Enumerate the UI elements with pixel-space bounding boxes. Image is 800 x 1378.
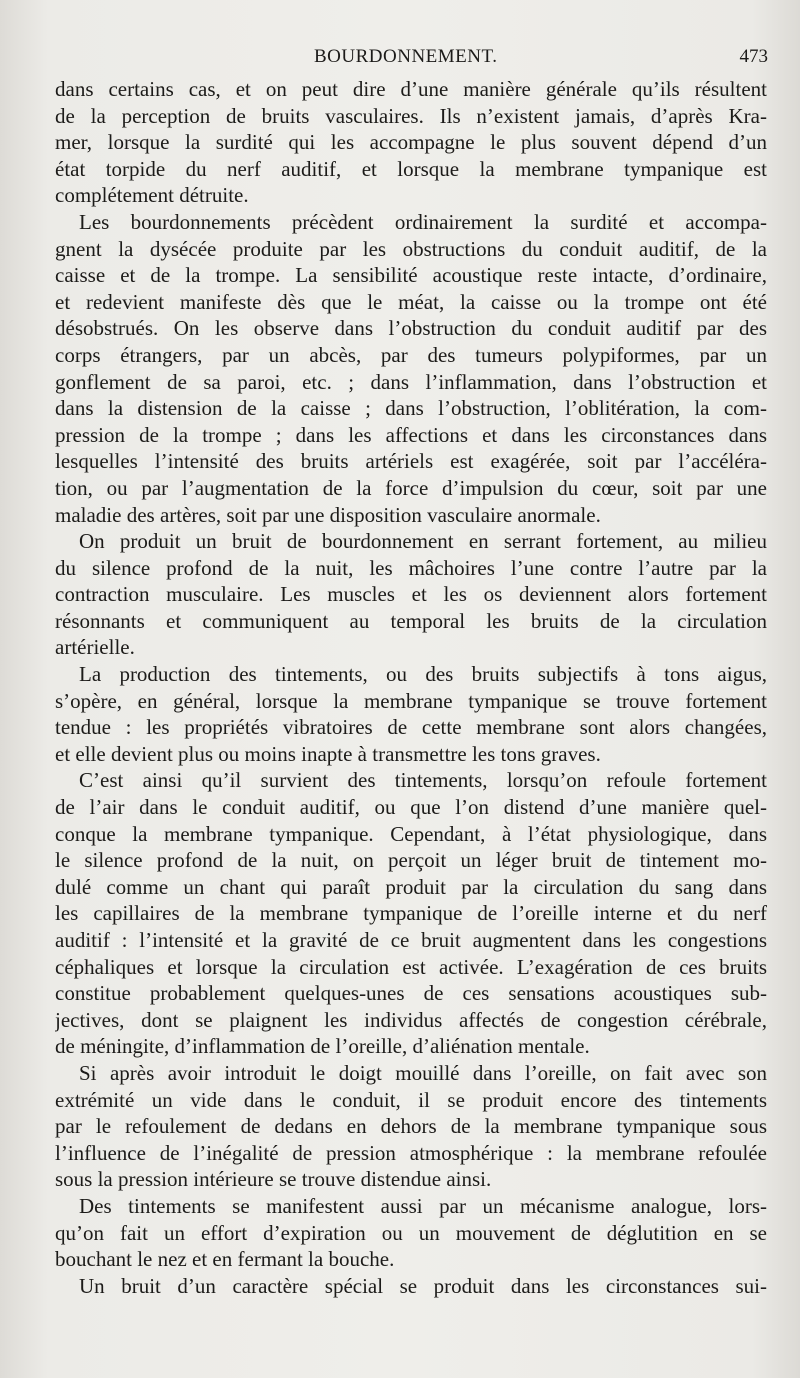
text-line: dans la distension de la caisse ; dans l’obstruction, l’oblitération, la com-	[55, 396, 767, 421]
text-line: de la perception de bruits vasculaires. Ils n’existent jamais, d’après Kra-	[55, 103, 767, 128]
text-line: de l’air dans le conduit auditif, ou que l’on distend d’une manière quel-	[55, 795, 767, 820]
text-line: l’influence de l’inégalité de pression atmosphérique : la membrane refoulée	[55, 1140, 767, 1165]
text-line: On produit un bruit de bourdonnement en serrant fortement, au milieu	[79, 529, 767, 554]
text-line: mer, lorsque la surdité qui les accompagne le plus souvent dépend d’un	[55, 130, 767, 155]
text-line: La production des tintements, ou des bruits subjectifs à tons aigus,	[79, 662, 767, 687]
running-head-title: BOURDONNEMENT.	[314, 46, 498, 67]
text-line: s’opère, en général, lorsque la membrane tympanique se trouve fortement	[55, 688, 767, 713]
text-line: conque la membrane tympanique. Cependant, à l’état physiologique, dans	[55, 821, 767, 846]
text-line: constitue probablement quelques-unes de ces sensations acoustiques sub-	[55, 981, 767, 1006]
text-line: de méningite, d’inflammation de l’oreille, d’aliénation mentale.	[55, 1034, 590, 1059]
text-line: Des tintements se manifestent aussi par un mécanisme analogue, lors-	[79, 1193, 767, 1218]
text-line: pression de la trompe ; dans les affections et dans les circonstances dans	[55, 422, 767, 447]
text-line: Les bourdonnements précèdent ordinairement la surdité et accompa-	[79, 209, 767, 234]
text-line: tion, ou par l’augmentation de la force d’impulsion du cœur, soit par une	[55, 475, 767, 500]
text-line: qu’on fait un effort d’expiration ou un mouvement de déglutition en se	[55, 1220, 767, 1245]
text-line: et elle devient plus ou moins inapte à transmettre les tons graves.	[55, 741, 601, 766]
text-line: lesquelles l’intensité des bruits artériels est exagérée, soit par l’accéléra-	[55, 449, 767, 474]
text-line: bouchant le nez et en fermant la bouche.	[55, 1247, 395, 1272]
text-line: tendue : les propriétés vibratoires de cette membrane sont alors changées,	[55, 715, 767, 740]
text-line: auditif : l’intensité et la gravité de ce bruit augmentent dans les congestions	[55, 928, 767, 952]
text-line: les capillaires de la membrane tympanique de l’oreille interne et du nerf	[55, 901, 767, 926]
running-head	[0, 44, 800, 74]
text-line: état torpide du nerf auditif, et lorsque la membrane tympanique est	[55, 156, 767, 181]
text-line: gonflement de sa paroi, etc. ; dans l’inflammation, dans l’obstruction et	[55, 369, 767, 394]
body-text	[55, 76, 767, 1299]
text-line: désobstrués. On les observe dans l’obstruction du conduit auditif par des	[55, 316, 767, 341]
text-line: dans certains cas, et on peut dire d’une manière générale qu’ils résultent	[55, 77, 767, 101]
text-line: caisse et de la trompe. La sensibilité acoustique reste intacte, d’ordinaire,	[55, 263, 767, 288]
text-line: Un bruit d’un caractère spécial se produit dans les circonstances sui-	[79, 1273, 767, 1298]
text-line: maladie des artères, soit par une disposition vasculaire anormale.	[55, 502, 601, 527]
text-line: complétement détruite.	[55, 183, 249, 208]
page-number: 473	[739, 46, 768, 67]
text-line: dulé comme un chant qui paraît produit par la circulation du sang dans	[55, 874, 767, 899]
text-line: corps étrangers, par un abcès, par des tumeurs polypiformes, par un	[55, 342, 767, 367]
text-line: par le refoulement de dedans en dehors de la membrane tympanique sous	[55, 1114, 767, 1139]
text-line: C’est ainsi qu’il survient des tintements, lorsqu’on refoule fortement	[79, 768, 767, 793]
text-line: artérielle.	[55, 635, 135, 660]
text-line: Si après avoir introduit le doigt mouillé dans l’oreille, on fait avec son	[79, 1060, 767, 1085]
text-line: extrémité un vide dans le conduit, il se produit encore des tintements	[55, 1087, 767, 1112]
text-line: du silence profond de la nuit, les mâchoires l’une contre l’autre par la	[55, 555, 767, 580]
text-line: gnent la dysécée produite par les obstructions du conduit auditif, de la	[55, 236, 767, 261]
text-line: sous la pression intérieure se trouve distendue ainsi.	[55, 1167, 492, 1192]
text-line: et redevient manifeste dès que le méat, la caisse ou la trompe ont été	[55, 289, 767, 314]
text-line: céphaliques et lorsque la circulation est activée. L’exagération de ces bruits	[55, 954, 767, 979]
text-line: contraction musculaire. Les muscles et les os deviennent alors fortement	[55, 582, 767, 607]
text-line: résonnants et communiquent au temporal les bruits de la circulation	[55, 608, 767, 633]
text-line: le silence profond de la nuit, on perçoit un léger bruit de tintement mo-	[55, 848, 767, 873]
text-line: jectives, dont se plaignent les individus affectés de congestion cérébrale,	[55, 1007, 767, 1032]
